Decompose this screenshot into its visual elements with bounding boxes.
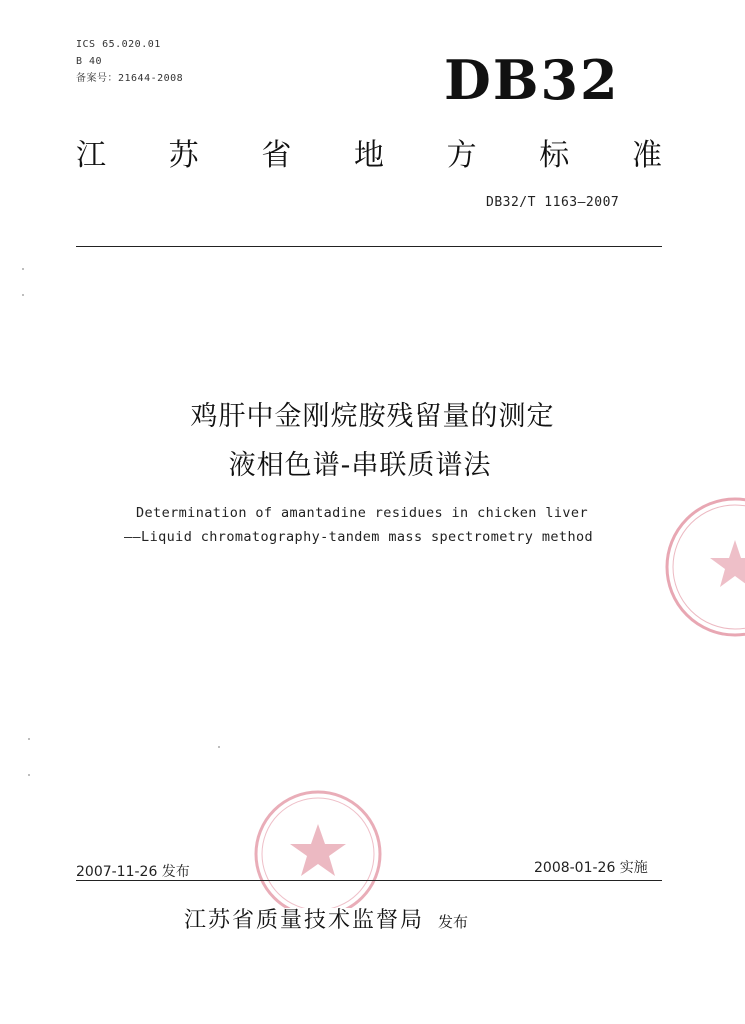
title-zh-line2: 液相色谱-串联质谱法 xyxy=(228,450,492,481)
standard-type-char: 地 xyxy=(353,138,384,173)
issuer-line xyxy=(184,903,468,934)
header-metadata xyxy=(76,36,183,87)
standard-code-logo: DB32 xyxy=(444,48,620,112)
standard-type-char: 省 xyxy=(261,138,292,173)
standard-type-char: 准 xyxy=(631,138,662,173)
scan-speck xyxy=(28,774,30,776)
ics-code: ICS 65.020.01 xyxy=(76,39,161,50)
standard-type-char: 标 xyxy=(539,138,570,173)
standard-type-char: 苏 xyxy=(168,138,199,173)
title-en-line1: Determination of amantadine residues in chicken liver xyxy=(136,505,588,521)
scan-speck xyxy=(28,738,30,740)
standard-type-char: 方 xyxy=(446,138,477,173)
ccs-code: B 40 xyxy=(76,56,103,67)
header-divider xyxy=(76,246,662,247)
scan-speck xyxy=(22,294,24,296)
filing-number: 备案号：21644-2008 xyxy=(76,73,184,84)
dates-divider xyxy=(76,880,662,881)
implementation-date: 2008-01-26 实施 xyxy=(534,860,648,876)
issuer-name: 江苏省质量技术监督局 xyxy=(184,908,425,933)
scan-speck xyxy=(22,268,24,270)
standard-type-char: 江 xyxy=(76,138,106,173)
issue-date: 2007-11-26 发布 xyxy=(76,864,190,880)
standard-number: DB32/T 1163—2007 xyxy=(486,195,620,210)
scan-speck xyxy=(218,746,220,748)
issuer-suffix: 发布 xyxy=(438,913,469,931)
standard-type-heading xyxy=(76,130,662,174)
title-en-line2: ——Liquid chromatography-tandem mass spectrometry method xyxy=(124,529,594,545)
official-seal-partial xyxy=(655,492,745,642)
title-zh-line1: 鸡肝中金刚烷胺残留量的测定 xyxy=(190,401,555,432)
official-seal xyxy=(248,788,388,908)
